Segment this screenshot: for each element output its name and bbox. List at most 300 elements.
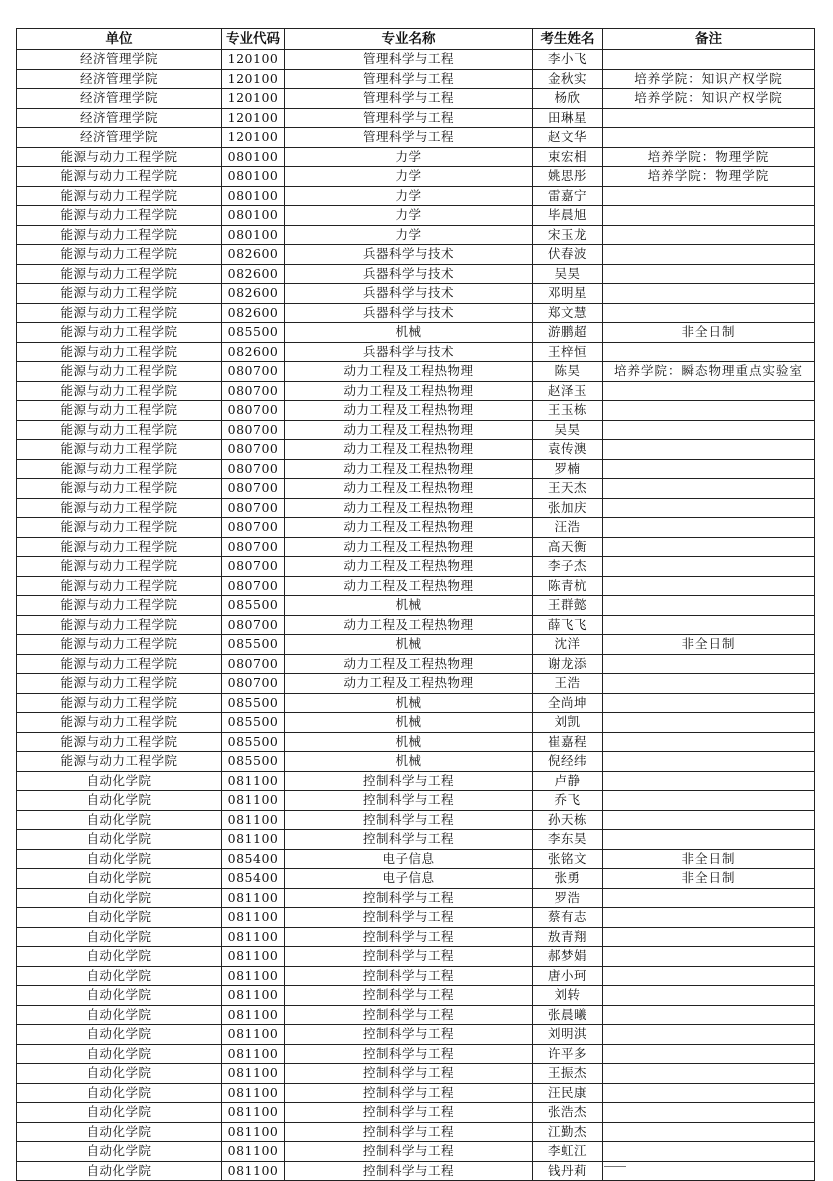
cell-major: 力学 [285, 206, 533, 226]
table-row [17, 732, 815, 752]
admission-list-sheet [16, 28, 815, 1181]
table-row [17, 693, 815, 713]
cell-note [603, 596, 815, 616]
table-row [17, 128, 815, 148]
cell-name: 吴昊 [533, 264, 603, 284]
table-row [17, 869, 815, 889]
cell-major: 控制科学与工程 [285, 830, 533, 850]
cell-note [603, 771, 815, 791]
cell-unit: 能源与动力工程学院 [17, 284, 222, 304]
cell-code: 080700 [222, 459, 285, 479]
cell-name: 王玉栋 [533, 401, 603, 421]
cell-major: 控制科学与工程 [285, 1064, 533, 1084]
cell-note [603, 459, 815, 479]
cell-name: 张铭文 [533, 849, 603, 869]
cell-code: 081100 [222, 830, 285, 850]
cell-code: 081100 [222, 1122, 285, 1142]
cell-note: 培养学院：瞬态物理重点实验室 [603, 362, 815, 382]
cell-code: 081100 [222, 1142, 285, 1162]
header-unit: 单位 [17, 29, 222, 50]
cell-unit: 能源与动力工程学院 [17, 537, 222, 557]
cell-name: 张勇 [533, 869, 603, 889]
table-row [17, 440, 815, 460]
cell-note [603, 440, 815, 460]
cell-code: 120100 [222, 128, 285, 148]
cell-code: 080700 [222, 557, 285, 577]
table-row [17, 1025, 815, 1045]
cell-name: 王梓恒 [533, 342, 603, 362]
cell-note [603, 888, 815, 908]
table-row [17, 401, 815, 421]
cell-unit: 能源与动力工程学院 [17, 635, 222, 655]
table-row [17, 264, 815, 284]
cell-name: 蔡有志 [533, 908, 603, 928]
cell-name: 许平多 [533, 1044, 603, 1064]
cell-unit: 能源与动力工程学院 [17, 401, 222, 421]
table-row [17, 1161, 815, 1181]
cell-note [603, 1005, 815, 1025]
cell-note: 培养学院：知识产权学院 [603, 69, 815, 89]
cell-note: 培养学院：物理学院 [603, 167, 815, 187]
cell-note [603, 1083, 815, 1103]
cell-code: 081100 [222, 1044, 285, 1064]
cell-code: 081100 [222, 771, 285, 791]
cell-code: 082600 [222, 264, 285, 284]
table-row [17, 791, 815, 811]
cell-note [603, 947, 815, 967]
table-row [17, 908, 815, 928]
corner-mark [604, 1166, 626, 1167]
table-row [17, 518, 815, 538]
cell-code: 080100 [222, 206, 285, 226]
cell-note [603, 206, 815, 226]
cell-unit: 能源与动力工程学院 [17, 245, 222, 265]
cell-code: 081100 [222, 1083, 285, 1103]
table-row [17, 810, 815, 830]
cell-name: 张加庆 [533, 498, 603, 518]
cell-name: 钱丹莉 [533, 1161, 603, 1181]
cell-note [603, 108, 815, 128]
cell-note [603, 557, 815, 577]
cell-major: 动力工程及工程热物理 [285, 576, 533, 596]
cell-major: 控制科学与工程 [285, 1122, 533, 1142]
cell-code: 085500 [222, 693, 285, 713]
table-row [17, 947, 815, 967]
cell-unit: 能源与动力工程学院 [17, 147, 222, 167]
cell-note [603, 1044, 815, 1064]
cell-major: 控制科学与工程 [285, 888, 533, 908]
table-row [17, 1122, 815, 1142]
header-row [17, 29, 815, 50]
cell-major: 动力工程及工程热物理 [285, 518, 533, 538]
cell-major: 控制科学与工程 [285, 1025, 533, 1045]
cell-unit: 能源与动力工程学院 [17, 752, 222, 772]
cell-code: 080100 [222, 167, 285, 187]
cell-major: 力学 [285, 225, 533, 245]
cell-name: 赵文华 [533, 128, 603, 148]
cell-code: 080700 [222, 576, 285, 596]
cell-note: 非全日制 [603, 869, 815, 889]
cell-note [603, 1025, 815, 1045]
cell-major: 控制科学与工程 [285, 1083, 533, 1103]
cell-code: 085400 [222, 869, 285, 889]
cell-code: 080700 [222, 420, 285, 440]
cell-unit: 能源与动力工程学院 [17, 713, 222, 733]
cell-unit: 自动化学院 [17, 1083, 222, 1103]
cell-name: 王天杰 [533, 479, 603, 499]
cell-name: 金秋实 [533, 69, 603, 89]
table-row [17, 147, 815, 167]
cell-major: 动力工程及工程热物理 [285, 654, 533, 674]
cell-note [603, 1161, 815, 1181]
cell-code: 085500 [222, 323, 285, 343]
cell-note [603, 713, 815, 733]
cell-name: 刘转 [533, 986, 603, 1006]
cell-unit: 能源与动力工程学院 [17, 420, 222, 440]
table-row [17, 225, 815, 245]
cell-major: 动力工程及工程热物理 [285, 401, 533, 421]
cell-major: 动力工程及工程热物理 [285, 557, 533, 577]
cell-major: 控制科学与工程 [285, 947, 533, 967]
cell-name: 王浩 [533, 674, 603, 694]
cell-major: 控制科学与工程 [285, 771, 533, 791]
cell-major: 机械 [285, 323, 533, 343]
cell-major: 力学 [285, 186, 533, 206]
cell-note [603, 342, 815, 362]
cell-unit: 自动化学院 [17, 927, 222, 947]
table-row [17, 50, 815, 70]
cell-note [603, 245, 815, 265]
cell-name: 游鹏超 [533, 323, 603, 343]
cell-major: 控制科学与工程 [285, 1005, 533, 1025]
cell-unit: 自动化学院 [17, 771, 222, 791]
cell-name: 高天衡 [533, 537, 603, 557]
cell-major: 动力工程及工程热物理 [285, 615, 533, 635]
header-code: 专业代码 [222, 29, 285, 50]
cell-note [603, 674, 815, 694]
cell-note [603, 810, 815, 830]
cell-unit: 经济管理学院 [17, 128, 222, 148]
cell-major: 兵器科学与技术 [285, 284, 533, 304]
cell-note [603, 401, 815, 421]
table-row [17, 615, 815, 635]
cell-code: 080700 [222, 615, 285, 635]
cell-name: 乔飞 [533, 791, 603, 811]
cell-code: 085400 [222, 849, 285, 869]
table-row [17, 576, 815, 596]
cell-unit: 能源与动力工程学院 [17, 342, 222, 362]
cell-name: 王振杰 [533, 1064, 603, 1084]
cell-unit: 自动化学院 [17, 810, 222, 830]
cell-unit: 自动化学院 [17, 1064, 222, 1084]
cell-note [603, 732, 815, 752]
cell-unit: 能源与动力工程学院 [17, 381, 222, 401]
cell-major: 动力工程及工程热物理 [285, 479, 533, 499]
admission-table [16, 28, 815, 1181]
cell-unit: 能源与动力工程学院 [17, 674, 222, 694]
cell-code: 120100 [222, 89, 285, 109]
cell-major: 动力工程及工程热物理 [285, 362, 533, 382]
cell-note [603, 791, 815, 811]
cell-unit: 自动化学院 [17, 1161, 222, 1181]
cell-code: 080700 [222, 381, 285, 401]
cell-major: 兵器科学与技术 [285, 342, 533, 362]
cell-code: 080700 [222, 537, 285, 557]
table-row [17, 284, 815, 304]
cell-name: 陈昊 [533, 362, 603, 382]
cell-note [603, 479, 815, 499]
cell-code: 080100 [222, 225, 285, 245]
cell-name: 刘明淇 [533, 1025, 603, 1045]
cell-unit: 自动化学院 [17, 869, 222, 889]
cell-note [603, 693, 815, 713]
cell-note [603, 1142, 815, 1162]
cell-code: 085500 [222, 732, 285, 752]
table-row [17, 89, 815, 109]
cell-unit: 自动化学院 [17, 908, 222, 928]
cell-major: 控制科学与工程 [285, 1142, 533, 1162]
cell-major: 控制科学与工程 [285, 966, 533, 986]
table-row [17, 537, 815, 557]
cell-major: 机械 [285, 732, 533, 752]
cell-name: 杨欣 [533, 89, 603, 109]
cell-unit: 能源与动力工程学院 [17, 693, 222, 713]
cell-note [603, 303, 815, 323]
cell-name: 李小飞 [533, 50, 603, 70]
table-row [17, 420, 815, 440]
header-major: 专业名称 [285, 29, 533, 50]
cell-name: 毕晨旭 [533, 206, 603, 226]
cell-note [603, 264, 815, 284]
cell-major: 兵器科学与技术 [285, 245, 533, 265]
cell-name: 姚思彤 [533, 167, 603, 187]
cell-note [603, 752, 815, 772]
cell-code: 082600 [222, 342, 285, 362]
cell-note [603, 128, 815, 148]
table-row [17, 557, 815, 577]
cell-unit: 能源与动力工程学院 [17, 557, 222, 577]
cell-note: 培养学院：知识产权学院 [603, 89, 815, 109]
cell-major: 机械 [285, 635, 533, 655]
cell-code: 085500 [222, 752, 285, 772]
cell-major: 兵器科学与技术 [285, 264, 533, 284]
table-row [17, 986, 815, 1006]
cell-unit: 自动化学院 [17, 1005, 222, 1025]
cell-major: 动力工程及工程热物理 [285, 498, 533, 518]
table-row [17, 362, 815, 382]
cell-name: 罗浩 [533, 888, 603, 908]
cell-unit: 自动化学院 [17, 1103, 222, 1123]
cell-major: 控制科学与工程 [285, 1161, 533, 1181]
table-row [17, 459, 815, 479]
cell-note [603, 830, 815, 850]
cell-name: 全尚坤 [533, 693, 603, 713]
cell-name: 束宏相 [533, 147, 603, 167]
cell-unit: 能源与动力工程学院 [17, 576, 222, 596]
cell-code: 081100 [222, 1005, 285, 1025]
cell-code: 081100 [222, 1103, 285, 1123]
cell-note [603, 50, 815, 70]
cell-major: 兵器科学与技术 [285, 303, 533, 323]
table-row [17, 849, 815, 869]
table-row [17, 69, 815, 89]
cell-note [603, 927, 815, 947]
cell-unit: 能源与动力工程学院 [17, 459, 222, 479]
cell-unit: 能源与动力工程学院 [17, 186, 222, 206]
header-note: 备注 [603, 29, 815, 50]
cell-major: 力学 [285, 167, 533, 187]
cell-major: 机械 [285, 596, 533, 616]
cell-code: 081100 [222, 927, 285, 947]
cell-major: 电子信息 [285, 869, 533, 889]
table-row [17, 596, 815, 616]
cell-name: 宋玉龙 [533, 225, 603, 245]
cell-note [603, 1122, 815, 1142]
cell-name: 郝梦娟 [533, 947, 603, 967]
cell-unit: 能源与动力工程学院 [17, 498, 222, 518]
table-row [17, 654, 815, 674]
cell-major: 控制科学与工程 [285, 810, 533, 830]
cell-note [603, 576, 815, 596]
cell-code: 080100 [222, 147, 285, 167]
cell-unit: 经济管理学院 [17, 69, 222, 89]
table-row [17, 830, 815, 850]
table-row [17, 888, 815, 908]
cell-code: 082600 [222, 284, 285, 304]
cell-code: 080700 [222, 440, 285, 460]
cell-note [603, 537, 815, 557]
cell-code: 081100 [222, 1064, 285, 1084]
cell-major: 管理科学与工程 [285, 89, 533, 109]
cell-unit: 能源与动力工程学院 [17, 615, 222, 635]
table-row [17, 1142, 815, 1162]
cell-note [603, 225, 815, 245]
cell-note: 非全日制 [603, 849, 815, 869]
cell-name: 袁传澳 [533, 440, 603, 460]
cell-code: 081100 [222, 791, 285, 811]
cell-unit: 自动化学院 [17, 966, 222, 986]
cell-note [603, 381, 815, 401]
cell-name: 敖青翔 [533, 927, 603, 947]
cell-unit: 自动化学院 [17, 1142, 222, 1162]
table-row [17, 1005, 815, 1025]
cell-name: 崔嘉程 [533, 732, 603, 752]
cell-note: 非全日制 [603, 635, 815, 655]
cell-note [603, 615, 815, 635]
cell-note [603, 284, 815, 304]
table-row [17, 303, 815, 323]
cell-name: 卢静 [533, 771, 603, 791]
cell-unit: 经济管理学院 [17, 50, 222, 70]
cell-code: 081100 [222, 908, 285, 928]
table-row [17, 167, 815, 187]
cell-unit: 能源与动力工程学院 [17, 303, 222, 323]
cell-major: 机械 [285, 752, 533, 772]
table-row [17, 752, 815, 772]
cell-note [603, 654, 815, 674]
cell-code: 080700 [222, 654, 285, 674]
table-row [17, 245, 815, 265]
cell-code: 080700 [222, 479, 285, 499]
cell-major: 控制科学与工程 [285, 986, 533, 1006]
cell-code: 081100 [222, 966, 285, 986]
table-row [17, 674, 815, 694]
cell-name: 王群懿 [533, 596, 603, 616]
table-row [17, 1064, 815, 1084]
cell-code: 120100 [222, 69, 285, 89]
cell-code: 081100 [222, 1161, 285, 1181]
cell-name: 薛飞飞 [533, 615, 603, 635]
table-row [17, 1083, 815, 1103]
cell-code: 120100 [222, 50, 285, 70]
cell-unit: 自动化学院 [17, 1025, 222, 1045]
cell-major: 管理科学与工程 [285, 128, 533, 148]
table-row [17, 1044, 815, 1064]
cell-major: 动力工程及工程热物理 [285, 381, 533, 401]
cell-note: 培养学院：物理学院 [603, 147, 815, 167]
cell-unit: 能源与动力工程学院 [17, 596, 222, 616]
cell-unit: 能源与动力工程学院 [17, 206, 222, 226]
cell-unit: 能源与动力工程学院 [17, 440, 222, 460]
cell-major: 动力工程及工程热物理 [285, 440, 533, 460]
table-row [17, 713, 815, 733]
cell-major: 动力工程及工程热物理 [285, 459, 533, 479]
cell-name: 沈洋 [533, 635, 603, 655]
cell-unit: 能源与动力工程学院 [17, 518, 222, 538]
cell-code: 082600 [222, 245, 285, 265]
cell-name: 谢龙添 [533, 654, 603, 674]
cell-major: 力学 [285, 147, 533, 167]
cell-unit: 自动化学院 [17, 830, 222, 850]
cell-unit: 自动化学院 [17, 791, 222, 811]
cell-major: 动力工程及工程热物理 [285, 537, 533, 557]
cell-unit: 自动化学院 [17, 947, 222, 967]
cell-name: 李子杰 [533, 557, 603, 577]
header-name: 考生姓名 [533, 29, 603, 50]
cell-unit: 能源与动力工程学院 [17, 362, 222, 382]
cell-major: 控制科学与工程 [285, 1044, 533, 1064]
table-row [17, 927, 815, 947]
cell-code: 082600 [222, 303, 285, 323]
cell-name: 陈青杭 [533, 576, 603, 596]
cell-major: 机械 [285, 693, 533, 713]
cell-unit: 自动化学院 [17, 986, 222, 1006]
cell-code: 080700 [222, 518, 285, 538]
cell-unit: 自动化学院 [17, 1044, 222, 1064]
cell-note [603, 1103, 815, 1123]
cell-unit: 能源与动力工程学院 [17, 225, 222, 245]
cell-note [603, 420, 815, 440]
table-row [17, 479, 815, 499]
cell-code: 085500 [222, 635, 285, 655]
cell-major: 控制科学与工程 [285, 1103, 533, 1123]
cell-note [603, 498, 815, 518]
cell-name: 张晨曦 [533, 1005, 603, 1025]
cell-note [603, 1064, 815, 1084]
cell-note: 非全日制 [603, 323, 815, 343]
cell-note [603, 908, 815, 928]
cell-major: 控制科学与工程 [285, 908, 533, 928]
cell-unit: 能源与动力工程学院 [17, 654, 222, 674]
cell-unit: 能源与动力工程学院 [17, 264, 222, 284]
cell-major: 机械 [285, 713, 533, 733]
table-row [17, 323, 815, 343]
cell-unit: 能源与动力工程学院 [17, 732, 222, 752]
cell-name: 郑文慧 [533, 303, 603, 323]
cell-name: 邓明星 [533, 284, 603, 304]
cell-unit: 经济管理学院 [17, 89, 222, 109]
cell-note [603, 518, 815, 538]
